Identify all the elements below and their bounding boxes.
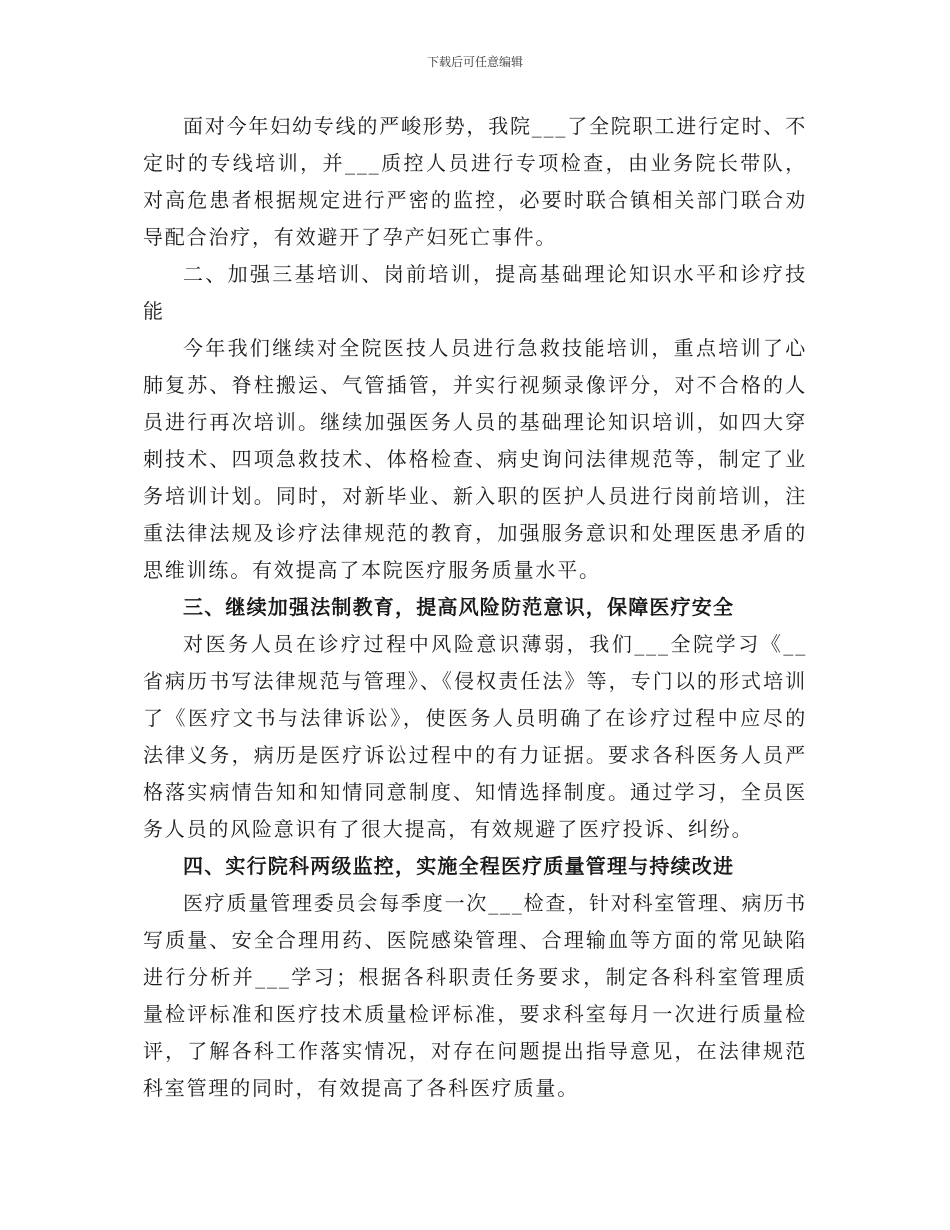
document-body (143, 108, 807, 1107)
page-header: 下载后可任意编辑 (426, 55, 523, 69)
section-heading-4: 四、实行院科两级监控，实施全程医疗质量管理与持续改进 (183, 854, 735, 878)
paragraph-intro: 面对今年妇幼专线的严峻形势，我院___了全院职工进行定时、不定时的专线培训，并___质控人员进行专项检查，由业务院长带队，对高危患者根据规定进行严密的监控，必要时联合镇相关部门联合劝导配合治疗，有效避开了孕产妇死亡事件。 (143, 114, 807, 249)
paragraph-section-2: 今年我们继续对全院医技人员进行急救技能培训，重点培训了心肺复苏、脊柱搬运、气管插管，并实行视频录像评分，对不合格的人员进行再次培训。继续加强医务人员的基础理论知识培训，如四大穿刺技术、四项急救技术、体格检查、病史询问法律规范等，制定了业务培训计划。同时，对新毕业、新入职的医护人员进行岗前培训，注重法律法规及诊疗法律规范的教育，加强服务意识和处理医患矛盾的思维训练。有效提高了本院医疗服务质量水平。 (143, 336, 807, 582)
paragraph-section-3: 对医务人员在诊疗过程中风险意识薄弱，我们___全院学习《__省病历书写法律规范与管理》、《侵权责任法》等，专门以的形式培训了《医疗文书与法律诉讼》，使医务人员明确了在诊疗过程中应尽的法律义务，病历是医疗诉讼过程中的有力证据。要求各科医务人员严格落实病情告知和知情同意制度、知情选择制度。通过学习，全员医务人员的风险意识有了很大提高，有效规避了医疗投诉、纠纷。 (143, 632, 807, 841)
section-heading-2: 二、加强三基培训、岗前培训，提高基础理论知识水平和诊疗技能 (143, 262, 807, 323)
paragraph-section-4: 医疗质量管理委员会每季度一次___检查，针对科室管理、病历书写质量、安全合理用药、医院感染管理、合理输血等方面的常见缺陷进行分析并___学习；根据各科职责任务要求，制定各科科室管理质量检评标准和医疗技术质量检评标准，要求科室每月一次进行质量检评，了解各科工作落实情况，对存在问题提出指导意见，在法律规范科室管理的同时，有效提高了各科医疗质量。 (143, 891, 807, 1100)
section-heading-3: 三、继续加强法制教育，提高风险防范意识，保障医疗安全 (183, 595, 735, 619)
